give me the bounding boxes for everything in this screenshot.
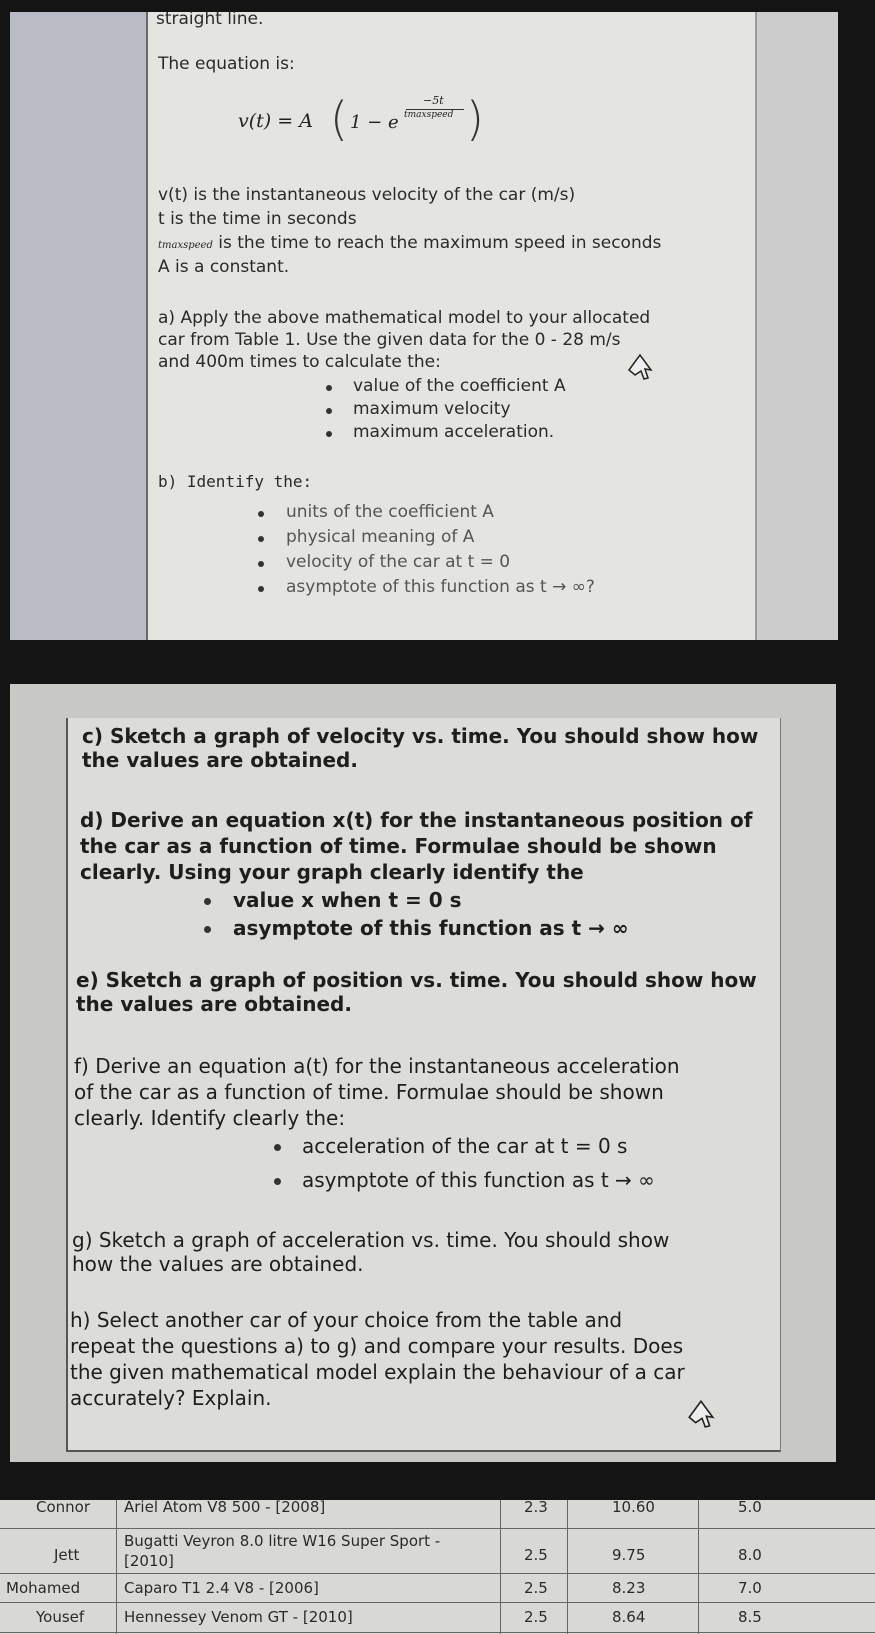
table-row-divider bbox=[0, 1573, 875, 1574]
car-model-year: [2010] bbox=[124, 1552, 174, 1570]
time-value: 8.5 bbox=[738, 1608, 762, 1626]
close-paren: ) bbox=[466, 92, 484, 146]
student-name: Mohamed bbox=[6, 1579, 81, 1597]
car-model: Hennessey Venom GT - [2010] bbox=[124, 1608, 353, 1626]
student-name: Jett bbox=[54, 1546, 80, 1564]
table-row-divider bbox=[0, 1632, 875, 1633]
car-model: Caparo T1 2.4 V8 - [2006] bbox=[124, 1579, 319, 1597]
table-row-divider bbox=[0, 1602, 875, 1603]
open-paren: ( bbox=[330, 92, 348, 146]
question-a-bullet: maximum acceleration. bbox=[353, 422, 555, 442]
time-value: 8.64 bbox=[612, 1608, 646, 1626]
question-h-line3: the given mathematical model explain the behaviour of a car bbox=[70, 1360, 685, 1384]
question-b-bullet: units of the coefficient A bbox=[286, 502, 494, 522]
question-e-line1: e) Sketch a graph of position vs. time. You should show how bbox=[76, 968, 757, 992]
question-d-line1: d) Derive an equation x(t) for the instantaneous position of bbox=[80, 808, 753, 832]
bullet-icon bbox=[204, 898, 211, 905]
middle-document-photo bbox=[10, 684, 836, 1462]
definition-v: v(t) is the instantaneous velocity of the car (m/s) bbox=[158, 185, 576, 205]
bullet-icon bbox=[258, 536, 264, 542]
time-value: 2.5 bbox=[524, 1546, 548, 1564]
time-value: 2.5 bbox=[524, 1608, 548, 1626]
bullet-icon bbox=[274, 1144, 281, 1151]
question-g-line2: how the values are obtained. bbox=[72, 1252, 364, 1276]
question-f-bullet: asymptote of this function as t → ∞ bbox=[302, 1168, 655, 1192]
equation-lhs: v(t) = A bbox=[238, 110, 313, 132]
bullet-icon bbox=[326, 385, 332, 391]
question-d-line2: the car as a function of time. Formulae should be shown bbox=[80, 834, 717, 858]
time-value: 7.0 bbox=[738, 1579, 762, 1597]
time-value: 8.23 bbox=[612, 1579, 646, 1597]
student-name: Connor bbox=[36, 1498, 91, 1516]
exponent-numerator: −5t bbox=[423, 94, 444, 107]
definition-tmax bbox=[158, 233, 661, 256]
assignment-page-top bbox=[146, 9, 757, 640]
question-a-bullet: maximum velocity bbox=[353, 399, 511, 419]
question-b-bullet: velocity of the car at t = 0 bbox=[286, 552, 511, 572]
student-name: Yousef bbox=[36, 1608, 85, 1626]
mouse-cursor-icon bbox=[626, 352, 654, 380]
question-d-bullet: asymptote of this function as t → ∞ bbox=[233, 916, 629, 940]
question-f-bullet: acceleration of the car at t = 0 s bbox=[302, 1134, 628, 1158]
car-data-table-photo bbox=[0, 1500, 875, 1634]
tmax-symbol: tmaxspeed bbox=[158, 240, 213, 251]
bullet-icon bbox=[326, 408, 332, 414]
left-margin-strip bbox=[10, 12, 146, 640]
question-h-line1: h) Select another car of your choice from the table and bbox=[70, 1308, 623, 1332]
table-column-divider bbox=[500, 1500, 501, 1634]
text-line: straight line. bbox=[156, 9, 264, 29]
question-a-line2: car from Table 1. Use the given data for the 0 - 28 m/s bbox=[158, 330, 621, 350]
equation-body: 1 − e bbox=[350, 112, 399, 133]
time-value: 2.5 bbox=[524, 1579, 548, 1597]
definition-a: A is a constant. bbox=[158, 257, 290, 277]
table-row-divider bbox=[0, 1528, 875, 1529]
time-value: 10.60 bbox=[612, 1498, 655, 1516]
question-d-bullet: value x when t = 0 s bbox=[233, 888, 462, 912]
exponent-denominator: tmaxspeed bbox=[404, 110, 454, 120]
bullet-icon bbox=[326, 431, 332, 437]
question-f-line1: f) Derive an equation a(t) for the instantaneous acceleration bbox=[74, 1054, 680, 1078]
question-a-bullet: value of the coefficient A bbox=[353, 376, 566, 396]
time-value: 8.0 bbox=[738, 1546, 762, 1564]
question-e-line2: the values are obtained. bbox=[76, 992, 352, 1016]
question-c-line2: the values are obtained. bbox=[82, 748, 358, 772]
definition-t: t is the time in seconds bbox=[158, 209, 357, 229]
velocity-equation bbox=[238, 92, 498, 152]
bullet-icon bbox=[258, 511, 264, 517]
question-c-line1: c) Sketch a graph of velocity vs. time. You should show how bbox=[82, 724, 759, 748]
bullet-icon bbox=[258, 561, 264, 567]
question-b-title: b) Identify the: bbox=[158, 472, 313, 491]
question-f-line3: clearly. Identify clearly the: bbox=[74, 1106, 346, 1130]
question-a-line3: and 400m times to calculate the: bbox=[158, 352, 441, 372]
right-margin-strip bbox=[755, 12, 838, 640]
question-h-line4: accurately? Explain. bbox=[70, 1386, 272, 1410]
table-column-divider bbox=[567, 1500, 568, 1634]
table-column-divider bbox=[698, 1500, 699, 1634]
equation-intro: The equation is: bbox=[158, 54, 295, 74]
assignment-page-questions bbox=[66, 718, 781, 1452]
bullet-icon bbox=[274, 1178, 281, 1185]
bullet-icon bbox=[204, 926, 211, 933]
car-model: Ariel Atom V8 500 - [2008] bbox=[124, 1498, 326, 1516]
time-value: 2.3 bbox=[524, 1498, 548, 1516]
tmax-text: is the time to reach the maximum speed in seconds bbox=[212, 233, 662, 253]
table-column-divider bbox=[116, 1500, 117, 1634]
question-a-line1: a) Apply the above mathematical model to your allocated bbox=[158, 308, 651, 328]
question-h-line2: repeat the questions a) to g) and compare your results. Does bbox=[70, 1334, 684, 1358]
time-value: 9.75 bbox=[612, 1546, 646, 1564]
mouse-cursor-icon bbox=[686, 1398, 716, 1428]
question-g-line1: g) Sketch a graph of acceleration vs. time. You should show bbox=[72, 1228, 670, 1252]
time-value: 5.0 bbox=[738, 1498, 762, 1516]
top-document-photo bbox=[10, 9, 836, 640]
question-b-bullet: physical meaning of A bbox=[286, 527, 475, 547]
question-d-line3: clearly. Using your graph clearly identify the bbox=[80, 860, 584, 884]
question-b-bullet: asymptote of this function as t → ∞? bbox=[286, 577, 595, 597]
bullet-icon bbox=[258, 586, 264, 592]
car-model: Bugatti Veyron 8.0 litre W16 Super Sport - bbox=[124, 1532, 441, 1550]
question-f-line2: of the car as a function of time. Formulae should be shown bbox=[74, 1080, 664, 1104]
